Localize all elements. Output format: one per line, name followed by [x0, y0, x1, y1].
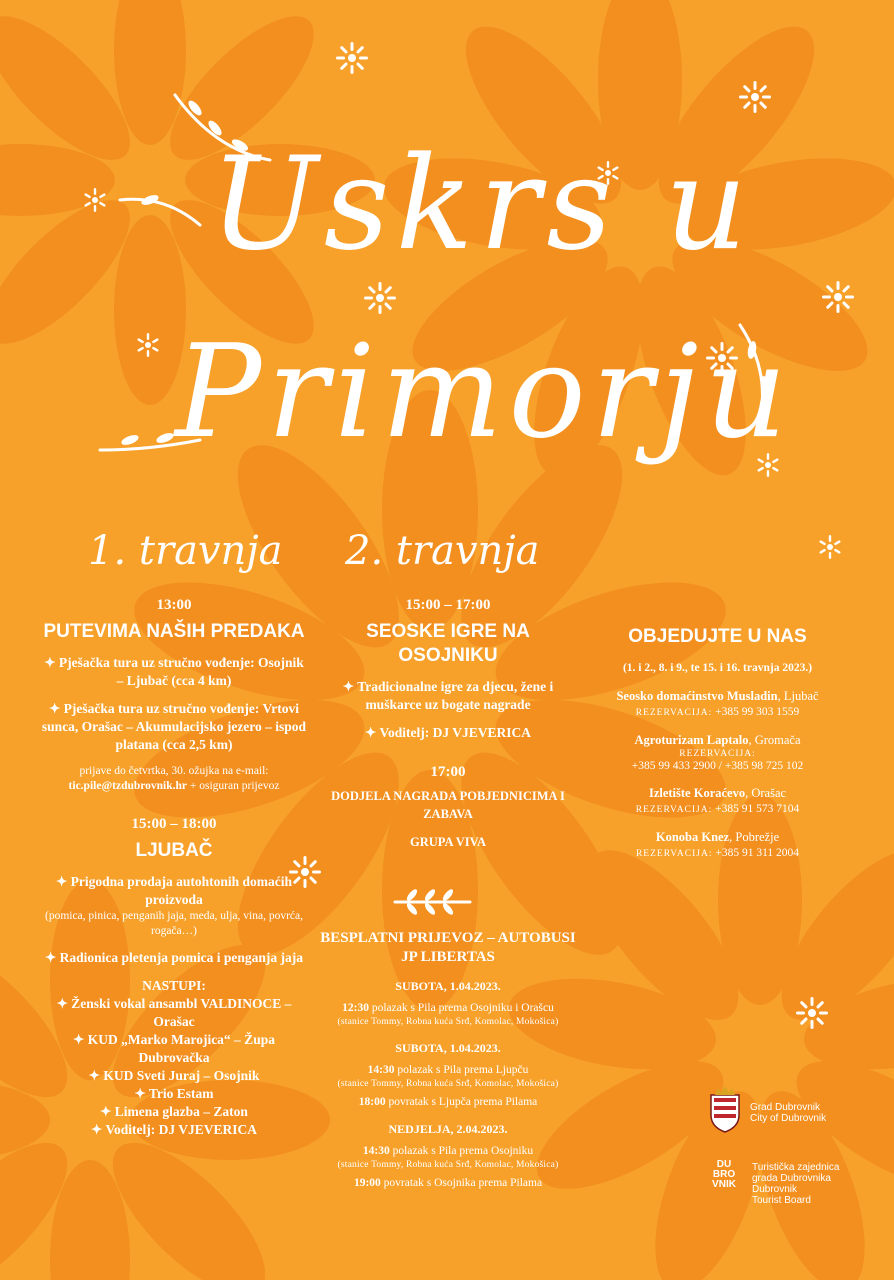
reservation-line — [590, 705, 845, 721]
dining-place — [590, 784, 845, 802]
tb-line: Turistička zajednica — [752, 1162, 840, 1173]
reservation-label: REZERVACIJA: — [679, 749, 756, 759]
bus-route: polazak s Pila prema Ljupču — [394, 1064, 529, 1076]
tour-item-2: ✦ Pješačka tura uz stručno vođenje: Vrtovi sunca, Orašac – Akumulacijsko jezero – ispod platana (cca 2,5 km) — [41, 701, 307, 752]
place-location: , Pobrežje — [729, 830, 780, 844]
city-logo-text — [750, 1102, 826, 1124]
reservation-label: REZERVACIJA: — [635, 849, 713, 859]
band-name: GRUPA VIVA — [409, 835, 487, 849]
performance-item: ✦ KUD Sveti Juraj – Osojnik — [88, 1068, 260, 1083]
city-name: Grad Dubrovnik — [750, 1102, 821, 1113]
bus-route: povratak s Ljupča prema Pilama — [385, 1096, 538, 1108]
bus-stops: (stanice Tommy, Robna kuća Srđ, Komolac, Mokošica) — [337, 1017, 559, 1027]
bus-time: 19:00 — [353, 1177, 381, 1189]
reservation-phone[interactable]: +385 91 573 7104 — [715, 803, 800, 815]
title-line-2: Primorju — [175, 318, 793, 467]
bus-time: 12:30 — [342, 1002, 369, 1014]
time-15-18: 15:00 – 18:00 — [131, 816, 217, 832]
bus-time: 14:30 — [367, 1064, 395, 1076]
bus-line — [318, 1176, 578, 1191]
time-15-17: 15:00 – 17:00 — [405, 597, 491, 613]
time-17: 17:00 — [430, 764, 466, 780]
host-item: ✦ Voditelj: DJ VJEVERICA — [365, 725, 531, 740]
dining-dates: (1. i 2., 8. i 9., te 15. i 16. travnja 2023.) — [622, 662, 813, 674]
day-2-heading: 2. travnja — [345, 528, 540, 574]
reservation-phone[interactable]: +385 91 311 2004 — [715, 847, 800, 859]
performance-item: ✦ Voditelj: DJ VJEVERICA — [91, 1122, 257, 1137]
bus-route: povratak s Osojnika prema Pilama — [380, 1177, 543, 1189]
bus-line — [318, 1063, 578, 1078]
bus-line — [318, 1095, 578, 1110]
dining-place — [590, 828, 845, 846]
performance-item: ✦ Ženski vokal ansambl VALDINOCE – Orašac — [56, 996, 292, 1029]
reservation-phone[interactable]: +385 99 303 1559 — [715, 706, 800, 718]
registration-note: prijave do četvrtka, 30. ožujka na e-mail: — [79, 765, 269, 777]
bus-stops: (stanice Tommy, Robna kuća Srđ, Komolac, Mokošica) — [337, 1160, 559, 1170]
tb-line: grada Dubrovnika — [752, 1173, 831, 1184]
tb-line: Tourist Board — [752, 1195, 811, 1206]
place-location: , Gromača — [748, 733, 801, 747]
reservation-line — [590, 802, 845, 818]
title-line-1: Uskrs u — [210, 130, 754, 279]
transport-date: SUBOTA, 1.04.2023. — [395, 1041, 501, 1055]
heading-ljubac: LJUBAČ — [135, 840, 213, 861]
registration-email[interactable]: tic.pile@tzdubrovnik.hr — [68, 780, 188, 792]
reservation-phone[interactable]: +385 99 433 2900 / +385 98 725 102 — [631, 760, 804, 772]
dining-column — [590, 625, 845, 862]
performance-item: ✦ KUD „Marko Marojica“ – Župa Dubrovačka — [73, 1032, 275, 1065]
transport-date: SUBOTA, 1.04.2023. — [395, 979, 501, 993]
dining-place — [590, 731, 845, 749]
bus-line — [318, 1144, 578, 1159]
tour-item-1: ✦ Pješačka tura uz stručno vođenje: Osojnik – Ljubač (cca 4 km) — [44, 655, 304, 688]
bus-line — [318, 1001, 578, 1016]
transport-date: NEDJELJA, 2.04.2023. — [388, 1122, 508, 1136]
place-name: Seosko domaćinstvo Musladin — [616, 689, 778, 703]
tourist-board-text — [752, 1162, 839, 1206]
city-name-en: City of Dubrovnik — [750, 1113, 827, 1124]
bus-route: polazak s Pila prema Osojniku — [389, 1145, 534, 1157]
bus-time: 18:00 — [358, 1096, 386, 1108]
performance-item: ✦ Limena glazba – Zaton — [100, 1104, 248, 1119]
heading-putevima: PUTEVIMA NAŠIH PREDAKA — [43, 621, 305, 642]
place-name: Agroturizam Laptalo — [634, 733, 749, 747]
time-13: 13:00 — [156, 597, 192, 613]
reservation-label: REZERVACIJA: — [635, 805, 713, 815]
day-1-heading: 1. travnja — [88, 528, 283, 574]
heading-seoske-igre: SEOSKE IGRE NA OSOJNIKU — [366, 621, 530, 666]
day-2-column — [318, 597, 578, 1191]
bus-stops: (stanice Tommy, Robna kuća Srđ, Komolac, Mokošica) — [337, 1079, 559, 1089]
dining-place — [590, 687, 845, 705]
mark-vnik: VNIK — [712, 1179, 736, 1190]
workshop-item: ✦ Radionica pletenja pomica i penganja jaja — [44, 950, 304, 965]
registration-email-line — [40, 779, 308, 794]
performance-item: ✦ Trio Estam — [134, 1086, 214, 1101]
sale-products: (pomica, pinica, penganih jaja, meda, ulja, vina, povrća, rogača…) — [44, 910, 303, 937]
bus-route: polazak s Pila prema Osojniku i Orašcu — [368, 1002, 554, 1014]
mark-du: DU — [716, 1159, 732, 1170]
place-name: Konoba Knez — [655, 830, 730, 844]
place-name: Izletište Koraćevo — [648, 786, 746, 800]
day-1-column — [40, 597, 308, 1139]
city-crest-icon — [708, 1085, 742, 1133]
tb-line: Dubrovnik — [752, 1184, 798, 1195]
place-location: , Ljubač — [777, 689, 819, 703]
games-item: ✦ Tradicionalne igre za djecu, žene i muškarce uz bogate nagrade — [342, 679, 554, 712]
reservation-line — [590, 846, 845, 862]
place-location: , Orašac — [745, 786, 787, 800]
bus-time: 14:30 — [362, 1145, 390, 1157]
heading-objedujte: OBJEDUJTE U NAS — [628, 626, 807, 647]
transport-heading: BESPLATNI PRIJEVOZ – AUTOBUSI JP LIBERTAS — [320, 930, 576, 965]
mark-bro: BRO — [712, 1169, 736, 1180]
transport-note: + osiguran prijevoz — [187, 780, 280, 792]
reservation-label: REZERVACIJA: — [635, 708, 713, 718]
performances-label: NASTUPI: — [142, 978, 206, 993]
tourist-board-mark — [704, 1160, 744, 1190]
award-ceremony: DODJELA NAGRADA POBJEDNICIMA I ZABAVA — [331, 789, 565, 821]
sale-item: ✦ Prigodna prodaja autohtonih domaćih proizvoda — [55, 874, 293, 907]
